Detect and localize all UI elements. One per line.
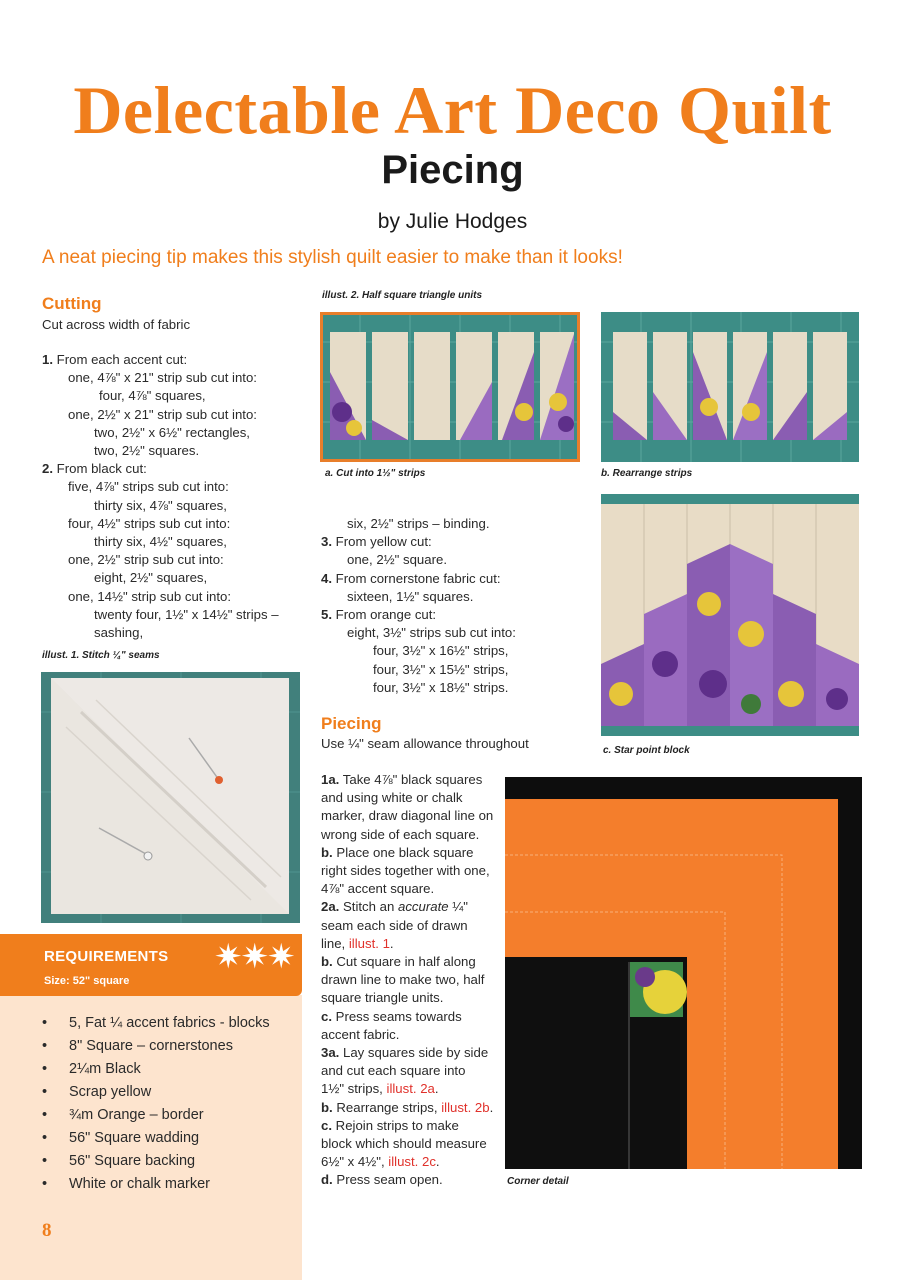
piecing-heading: Piecing bbox=[321, 714, 382, 733]
step-text: square triangle units. bbox=[321, 990, 444, 1006]
piecing-line bbox=[321, 862, 493, 880]
step-text: Stitch an bbox=[339, 899, 398, 915]
cutting-line bbox=[42, 533, 279, 551]
step-number: 3. bbox=[321, 534, 332, 550]
piecing-line bbox=[321, 771, 493, 789]
illustration-reference: illust. 2b bbox=[441, 1099, 490, 1115]
cutting-line bbox=[42, 515, 279, 533]
cutting-line bbox=[42, 497, 279, 515]
cutting-heading: Cutting bbox=[42, 294, 102, 313]
step-text: and using white or chalk bbox=[321, 790, 463, 806]
cutting-line bbox=[42, 351, 279, 369]
piecing-line bbox=[321, 917, 493, 935]
cutting-text: From yellow cut: bbox=[332, 534, 432, 550]
cutting-line bbox=[42, 406, 279, 424]
emphasis: accurate bbox=[398, 899, 449, 915]
step-label: d. bbox=[321, 1172, 333, 1188]
cutting-text: From each accent cut: bbox=[53, 352, 188, 367]
cutting-line bbox=[321, 679, 516, 697]
cutting-line bbox=[42, 569, 279, 587]
cutting-line bbox=[42, 588, 279, 606]
page-number: 8 bbox=[42, 1220, 52, 1241]
cutting-line bbox=[42, 387, 279, 405]
cutting-line bbox=[321, 515, 516, 533]
cutting-text: four, 4½" strips sub cut into: bbox=[68, 515, 231, 531]
illust1-photo bbox=[41, 672, 300, 923]
piecing-line bbox=[321, 880, 493, 898]
cutting-text: From black cut: bbox=[53, 461, 147, 477]
piecing-intro: Use ¼" seam allowance throughout bbox=[321, 736, 529, 751]
illust2b-caption: b. Rearrange strips bbox=[601, 468, 693, 479]
step-text: 1½" strips, bbox=[321, 1081, 387, 1097]
cutting-text: four, 3½" x 18½" strips. bbox=[373, 679, 509, 695]
piecing-line bbox=[321, 1080, 493, 1098]
step-text: block which should measure bbox=[321, 1136, 487, 1152]
piecing-line bbox=[321, 807, 493, 825]
cutting-line bbox=[42, 478, 279, 496]
cutting-line bbox=[42, 606, 279, 624]
illust2b-photo bbox=[601, 312, 859, 462]
step-text: marker, draw diagonal line on bbox=[321, 808, 494, 824]
cutting-line bbox=[42, 442, 279, 460]
piecing-line bbox=[321, 1062, 493, 1080]
cutting-line bbox=[42, 424, 279, 442]
stars-icon: ✷✷✷ bbox=[214, 938, 294, 976]
piecing-line bbox=[321, 1171, 493, 1189]
cutting-text: one, 4⅞" x 21" strip sub cut into: bbox=[68, 370, 257, 386]
requirement-item: • 56" Square wadding bbox=[40, 1127, 270, 1150]
cutting-line bbox=[321, 661, 516, 679]
piecing-line bbox=[321, 826, 493, 844]
cutting-text: thirty six, 4⅞" squares, bbox=[94, 497, 227, 513]
cutting-line bbox=[321, 588, 516, 606]
step-text: wrong side of each square. bbox=[321, 826, 480, 842]
cutting-text: From cornerstone fabric cut: bbox=[332, 570, 501, 586]
illust2a-caption: a. Cut into 1½" strips bbox=[325, 468, 426, 479]
cutting-line bbox=[42, 551, 279, 569]
step-text: seam each side of drawn bbox=[321, 917, 468, 933]
step-text: 6½" x 4½", bbox=[321, 1154, 389, 1170]
cutting-text: eight, 2½" squares, bbox=[94, 570, 208, 586]
cutting-line bbox=[42, 460, 279, 478]
cutting-text: sixteen, 1½" squares. bbox=[347, 588, 474, 604]
step-text: ¼" bbox=[448, 899, 468, 915]
step-label: 2a. bbox=[321, 899, 340, 915]
step-text: 4⅞" accent square. bbox=[321, 881, 435, 897]
step-label: c. bbox=[321, 1117, 332, 1133]
cutting-list-part1 bbox=[42, 351, 279, 642]
requirement-item: • Scrap yellow bbox=[40, 1081, 270, 1104]
cutting-text: thirty six, 4½" squares, bbox=[94, 534, 227, 550]
illust2-caption: illust. 2. Half square triangle units bbox=[322, 290, 483, 301]
tagline: A neat piecing tip makes this stylish quilt easier to make than it looks! bbox=[42, 247, 623, 268]
cutting-text: one, 2½" square. bbox=[347, 552, 447, 568]
step-label: 3a. bbox=[321, 1045, 340, 1061]
step-text: Rearrange strips, bbox=[332, 1099, 442, 1115]
step-label: 1a. bbox=[321, 772, 340, 787]
piecing-line bbox=[321, 1026, 493, 1044]
step-text: Place one black square bbox=[332, 844, 474, 860]
cutting-line bbox=[321, 606, 516, 624]
author-byline: by Julie Hodges bbox=[377, 210, 528, 233]
requirements-list bbox=[40, 1012, 270, 1196]
step-text: accent fabric. bbox=[321, 1026, 400, 1042]
cutting-line bbox=[42, 624, 279, 642]
page-title: Delectable Art Deco Quilt bbox=[73, 72, 832, 148]
step-text: Rejoin strips to make bbox=[332, 1117, 459, 1133]
piecing-line bbox=[321, 844, 493, 862]
step-text: drawn line to make two, half bbox=[321, 972, 485, 988]
requirement-item: • 8" Square – cornerstones bbox=[40, 1035, 270, 1058]
step-number: 4. bbox=[321, 570, 332, 586]
cutting-text: one, 2½" strip sub cut into: bbox=[68, 552, 224, 568]
step-text: right sides together with one, bbox=[321, 863, 490, 879]
step-text: . bbox=[435, 1154, 440, 1170]
piecing-line bbox=[321, 789, 493, 807]
step-text: Cut square in half along bbox=[332, 954, 476, 970]
illust2a-photo bbox=[320, 312, 580, 462]
piecing-line bbox=[321, 971, 493, 989]
cutting-line bbox=[321, 624, 516, 642]
cutting-list-part2 bbox=[321, 515, 516, 697]
cutting-text: four, 4⅞" squares, bbox=[99, 388, 206, 404]
cutting-text: two, 2½" x 6½" rectangles, bbox=[94, 424, 250, 440]
requirement-item: • ¾m Orange – border bbox=[40, 1104, 270, 1127]
step-number: 1. bbox=[42, 352, 53, 367]
corner-detail-caption: Corner detail bbox=[507, 1176, 569, 1187]
requirement-item: • White or chalk marker bbox=[40, 1173, 270, 1196]
requirement-item: • 2¼m Black bbox=[40, 1058, 270, 1081]
step-number: 2. bbox=[42, 461, 53, 477]
piecing-steps bbox=[321, 771, 493, 1190]
piecing-line bbox=[321, 953, 493, 971]
cutting-intro: Cut across width of fabric bbox=[42, 317, 191, 332]
step-text: Press seam open. bbox=[332, 1172, 443, 1188]
step-text: . bbox=[489, 1099, 494, 1115]
piecing-line bbox=[321, 898, 493, 916]
step-label: b. bbox=[321, 954, 333, 970]
cutting-line bbox=[321, 551, 516, 569]
piecing-line bbox=[321, 1153, 493, 1171]
cutting-text: four, 3½" x 16½" strips, bbox=[373, 643, 509, 659]
illustration-reference: illust. 2a bbox=[386, 1081, 435, 1097]
illustration-reference: illust. 2c bbox=[388, 1154, 436, 1170]
step-text: Take 4⅞" black squares bbox=[339, 772, 483, 787]
step-text: and cut each square into bbox=[321, 1063, 466, 1079]
step-text: line, bbox=[321, 935, 349, 951]
cutting-text: six, 2½" strips – binding. bbox=[347, 516, 490, 531]
piecing-line bbox=[321, 989, 493, 1007]
step-label: c. bbox=[321, 1008, 332, 1024]
step-text: Press seams towards bbox=[332, 1008, 462, 1024]
cutting-text: one, 14½" strip sub cut into: bbox=[68, 588, 232, 604]
requirement-item: • 5, Fat ¼ accent fabrics - blocks bbox=[40, 1012, 270, 1035]
cutting-text: two, 2½" squares. bbox=[94, 443, 200, 459]
cutting-text: five, 4⅞" strips sub cut into: bbox=[68, 479, 229, 495]
piecing-line bbox=[321, 1117, 493, 1135]
piecing-line bbox=[321, 1044, 493, 1062]
cutting-text: sashing, bbox=[94, 625, 144, 641]
illust1-caption: illust. 1. Stitch ¼" seams bbox=[42, 650, 160, 661]
corner-detail-photo bbox=[505, 777, 862, 1169]
cutting-text: twenty four, 1½" x 14½" strips – bbox=[94, 606, 279, 622]
step-text: . bbox=[389, 935, 394, 951]
requirement-item: • 56" Square backing bbox=[40, 1150, 270, 1173]
piecing-line bbox=[321, 1135, 493, 1153]
illust2c-caption: c. Star point block bbox=[603, 745, 690, 756]
illust2c-photo bbox=[601, 494, 859, 736]
cutting-line bbox=[321, 642, 516, 660]
requirements-title: REQUIREMENTS bbox=[44, 948, 169, 965]
step-label: b. bbox=[321, 844, 333, 860]
illustration-reference: illust. 1 bbox=[348, 935, 390, 951]
step-label: b. bbox=[321, 1099, 333, 1115]
cutting-text: one, 2½" x 21" strip sub cut into: bbox=[68, 406, 257, 422]
step-text: Lay squares side by side bbox=[339, 1045, 489, 1061]
section-title: Piecing bbox=[381, 148, 524, 192]
cutting-line bbox=[321, 533, 516, 551]
cutting-line bbox=[321, 570, 516, 588]
cutting-text: four, 3½" x 15½" strips, bbox=[373, 661, 509, 677]
piecing-line bbox=[321, 1099, 493, 1117]
step-number: 5. bbox=[321, 607, 332, 623]
piecing-line bbox=[321, 935, 493, 953]
step-text: . bbox=[434, 1081, 439, 1097]
piecing-line bbox=[321, 1008, 493, 1026]
cutting-text: eight, 3½" strips sub cut into: bbox=[347, 625, 516, 641]
cutting-text: From orange cut: bbox=[332, 607, 437, 623]
requirements-size: Size: 52" square bbox=[44, 975, 130, 987]
cutting-line bbox=[42, 369, 279, 387]
